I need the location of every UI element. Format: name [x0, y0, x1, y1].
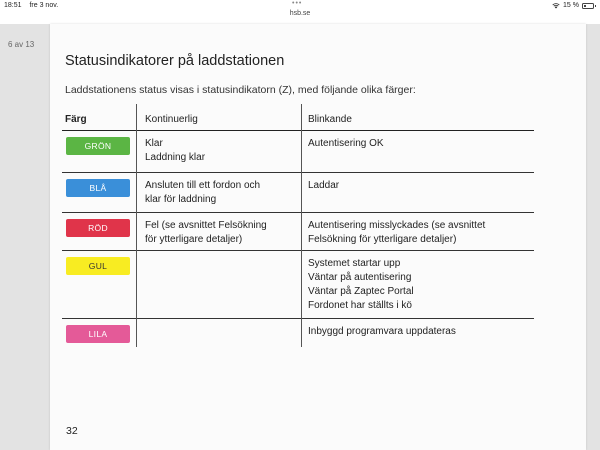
battery-fill	[584, 5, 586, 7]
blinking-cell	[308, 325, 532, 339]
blinking-line: Felsökning för ytterligare detaljer)	[308, 234, 457, 245]
blinking-cell	[308, 257, 532, 313]
continuous-cell	[145, 179, 305, 207]
color-badge-rod: RÖD	[66, 219, 130, 237]
blinking-line: Laddar	[308, 180, 340, 191]
continuous-line: Laddning klar	[145, 152, 206, 163]
color-badge-gul: GUL	[66, 257, 130, 275]
header-kontinuerlig: Kontinuerlig	[145, 114, 198, 125]
blinking-line: Väntar på Zaptec Portal	[308, 286, 414, 297]
blinking-line: Fordonet har ställts i kö	[308, 300, 412, 311]
table-row-rod	[62, 212, 534, 250]
blinking-line: Autentisering misslyckades (se avsnittet	[308, 220, 486, 231]
page-number: 32	[66, 425, 78, 437]
blinking-line: Systemet startar upp	[308, 258, 401, 269]
address-url[interactable]: hsb.se	[289, 10, 311, 17]
blinking-line: Autentisering OK	[308, 138, 384, 149]
table-row-gul	[62, 250, 534, 318]
blinking-cell	[308, 219, 532, 247]
continuous-cell	[145, 137, 305, 165]
column-divider	[136, 104, 137, 347]
status-bar-left	[4, 2, 64, 9]
status-time: 18:51	[4, 2, 22, 9]
continuous-line: Fel (se avsnittet Felsökning	[145, 220, 267, 231]
continuous-line: Ansluten till ett fordon och	[145, 180, 261, 191]
status-bar-right	[552, 2, 594, 9]
blinking-cell	[308, 179, 532, 193]
table-row-bla	[62, 172, 534, 212]
header-blinkande: Blinkande	[308, 114, 352, 125]
blinking-line: Inbyggd programvara uppdateras	[308, 326, 456, 337]
table-row-lila	[62, 318, 534, 347]
page-title: Statusindikatorer på laddstationen	[65, 53, 285, 69]
color-badge-lila: LILA	[66, 325, 130, 343]
status-date: fre 3 nov.	[29, 2, 59, 9]
status-bar	[0, 0, 600, 17]
battery-percent: 15 %	[563, 2, 579, 9]
wifi-icon	[552, 3, 560, 9]
color-badge-bla: BLÅ	[66, 179, 130, 197]
multitask-dots-icon[interactable]: •••	[292, 0, 303, 7]
intro-text: Laddstationens status visas i statusindikatorn (Z), med följande olika färger:	[65, 84, 416, 96]
continuous-line: Klar	[145, 138, 163, 149]
blinking-cell	[308, 137, 532, 151]
column-divider	[301, 104, 302, 347]
table-row-gron	[62, 130, 534, 172]
continuous-line: klar för laddning	[145, 194, 217, 205]
header-farg: Färg	[65, 114, 87, 125]
battery-icon	[582, 3, 594, 9]
page-indicator: 6 av 13	[8, 40, 35, 49]
continuous-cell	[145, 219, 305, 247]
table-header	[62, 104, 534, 130]
continuous-line: för ytterligare detaljer)	[145, 234, 243, 245]
color-badge-gron: GRÖN	[66, 137, 130, 155]
blinking-line: Väntar på autentisering	[308, 272, 412, 283]
